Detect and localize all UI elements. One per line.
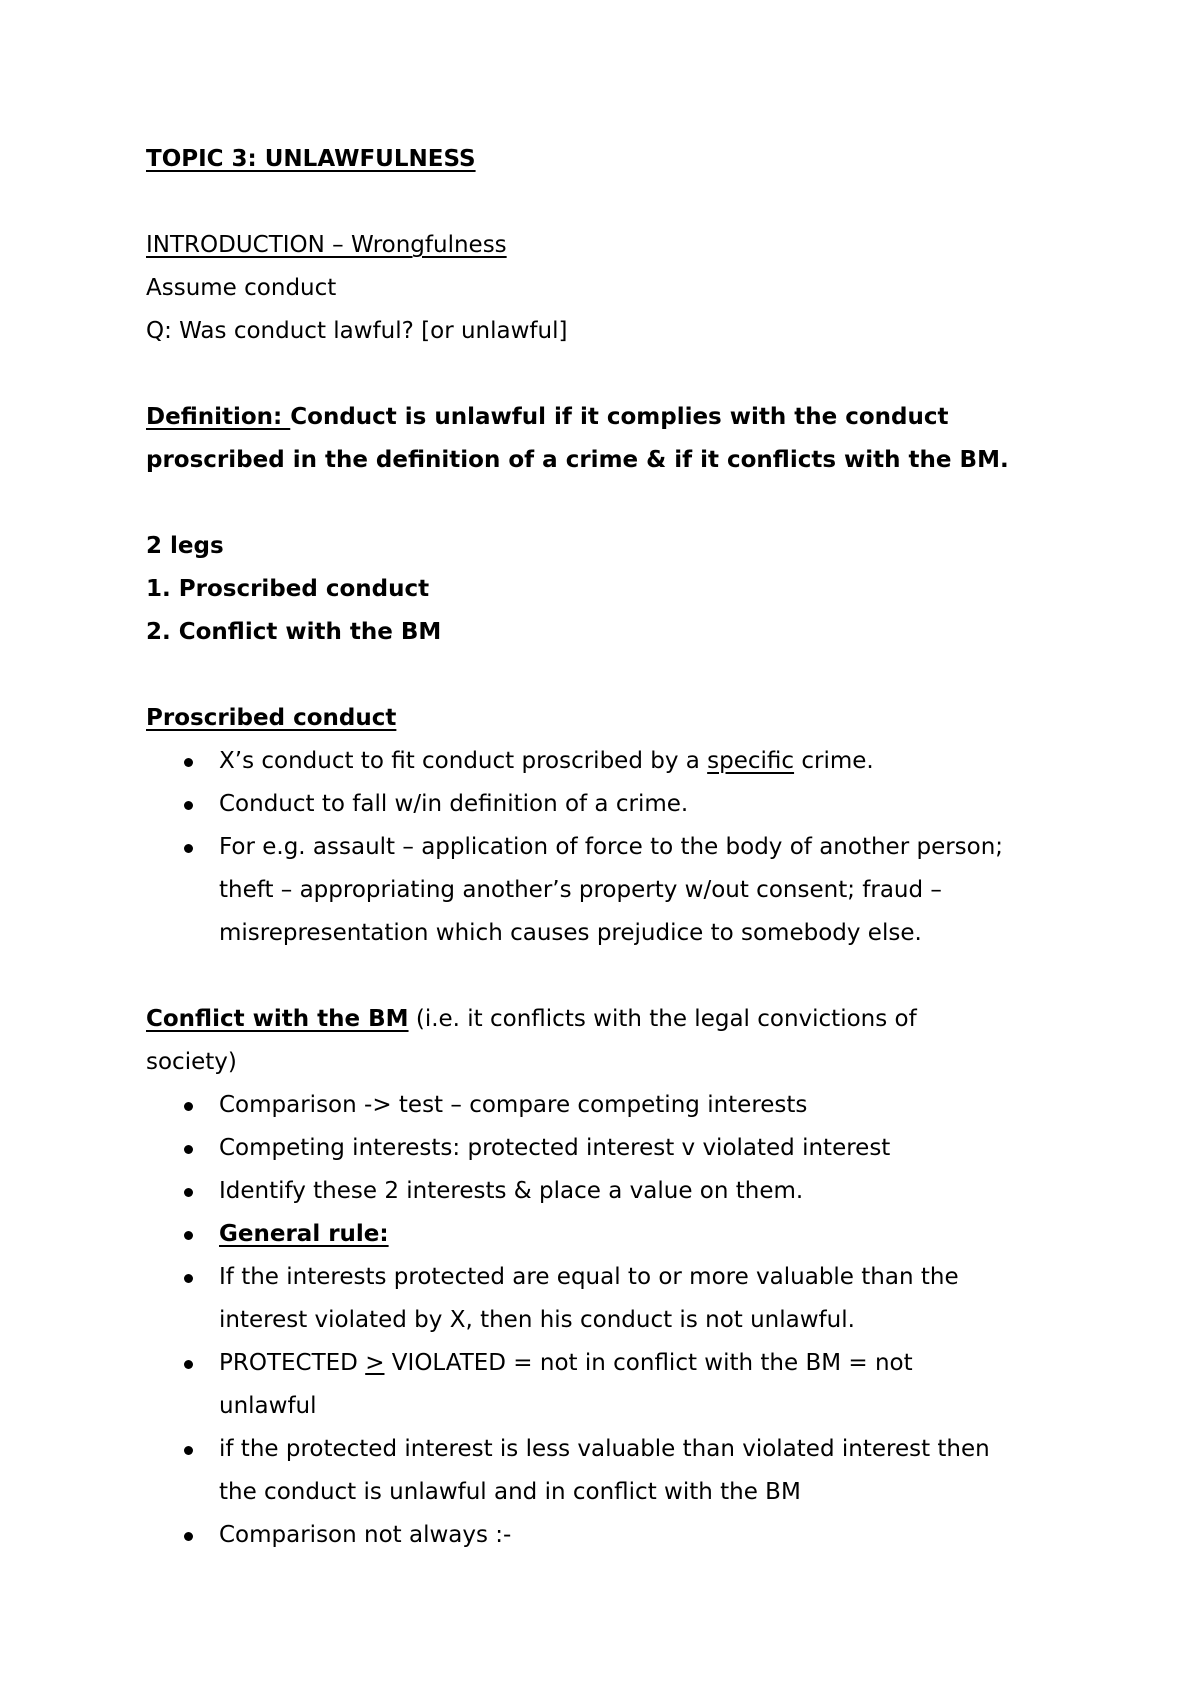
greater-equal-symbol: > bbox=[365, 1350, 385, 1376]
list-item bbox=[146, 1170, 1086, 1213]
spacer bbox=[146, 482, 1086, 525]
bullet-text: For e.g. assault – application of force to the body of another person; bbox=[219, 834, 1004, 860]
list-item bbox=[146, 1342, 1086, 1428]
list-item bbox=[146, 1256, 1086, 1342]
legs-item: 2. Conflict with the BM bbox=[146, 619, 442, 645]
bullet-icon bbox=[184, 844, 193, 853]
bullet-icon bbox=[184, 1145, 193, 1154]
bullet-text: crime. bbox=[794, 748, 874, 774]
definition-text-cont: proscribed in the definition of a crime & if it conflicts with the BM. bbox=[146, 447, 1009, 473]
intro-question: Q: Was conduct lawful? [or unlawful] bbox=[146, 318, 568, 344]
bullet-icon bbox=[184, 1360, 193, 1369]
document-page bbox=[146, 138, 1086, 1557]
bullet-text: Identify these 2 interests & place a value on them. bbox=[219, 1178, 804, 1204]
spacer bbox=[146, 181, 1086, 224]
conflict-heading-note-cont: society) bbox=[146, 1049, 237, 1075]
definition-paragraph bbox=[146, 396, 1086, 439]
bullet-text: Comparison -> test – compare competing interests bbox=[219, 1092, 808, 1118]
bullet-icon bbox=[184, 1532, 193, 1541]
bullet-text: theft – appropriating another’s property w/out consent; fraud – bbox=[219, 877, 942, 903]
list-item bbox=[146, 1514, 1086, 1557]
bullet-text: Comparison not always :- bbox=[219, 1522, 512, 1548]
list-item bbox=[146, 1127, 1086, 1170]
bullet-icon bbox=[184, 1231, 193, 1240]
document-title: TOPIC 3: UNLAWFULNESS bbox=[146, 146, 476, 172]
conflict-heading: Conflict with the BM bbox=[146, 1006, 409, 1032]
list-item bbox=[146, 740, 1086, 783]
spacer bbox=[146, 353, 1086, 396]
bullet-text-underlined: specific bbox=[707, 748, 795, 774]
list-item bbox=[146, 1084, 1086, 1127]
bullet-text: PROTECTED bbox=[219, 1350, 366, 1376]
bullet-icon bbox=[184, 758, 193, 767]
spacer bbox=[146, 955, 1086, 998]
spacer bbox=[146, 654, 1086, 697]
list-item bbox=[146, 826, 1086, 955]
bullet-text: unlawful bbox=[219, 1393, 317, 1419]
bullet-icon bbox=[184, 1446, 193, 1455]
bullet-text: the conduct is unlawful and in conflict with the BM bbox=[219, 1479, 801, 1505]
bullet-text: X’s conduct to fit conduct proscribed by a bbox=[219, 748, 708, 774]
intro-heading: INTRODUCTION – Wrongfulness bbox=[146, 232, 507, 258]
bullet-text: Competing interests: protected interest v violated interest bbox=[219, 1135, 891, 1161]
bullet-text: if the protected interest is less valuable than violated interest then bbox=[219, 1436, 990, 1462]
proscribed-heading: Proscribed conduct bbox=[146, 705, 397, 731]
definition-label: Definition: bbox=[146, 404, 291, 430]
bullet-text: Conduct to fall w/in definition of a crime. bbox=[219, 791, 689, 817]
legs-heading: 2 legs bbox=[146, 533, 224, 559]
proscribed-list bbox=[146, 740, 1086, 955]
bullet-text: interest violated by X, then his conduct is not unlawful. bbox=[219, 1307, 855, 1333]
list-item bbox=[146, 783, 1086, 826]
bullet-text: If the interests protected are equal to or more valuable than the bbox=[219, 1264, 959, 1290]
bullet-text: VIOLATED = not in conflict with the BM = not bbox=[384, 1350, 913, 1376]
bullet-icon bbox=[184, 1102, 193, 1111]
bullet-text: misrepresentation which causes prejudice to somebody else. bbox=[219, 920, 922, 946]
bullet-icon bbox=[184, 1274, 193, 1283]
list-item bbox=[146, 1428, 1086, 1514]
conflict-list bbox=[146, 1084, 1086, 1557]
bullet-icon bbox=[184, 801, 193, 810]
intro-line: Assume conduct bbox=[146, 275, 337, 301]
legs-item: 1. Proscribed conduct bbox=[146, 576, 430, 602]
conflict-heading-note: (i.e. it conflicts with the legal convictions of bbox=[408, 1006, 917, 1032]
bullet-icon bbox=[184, 1188, 193, 1197]
general-rule-heading: General rule: bbox=[219, 1221, 389, 1247]
conflict-heading-line bbox=[146, 998, 1086, 1041]
list-item bbox=[146, 1213, 1086, 1256]
definition-text: Conduct is unlawful if it complies with the conduct bbox=[290, 404, 949, 430]
